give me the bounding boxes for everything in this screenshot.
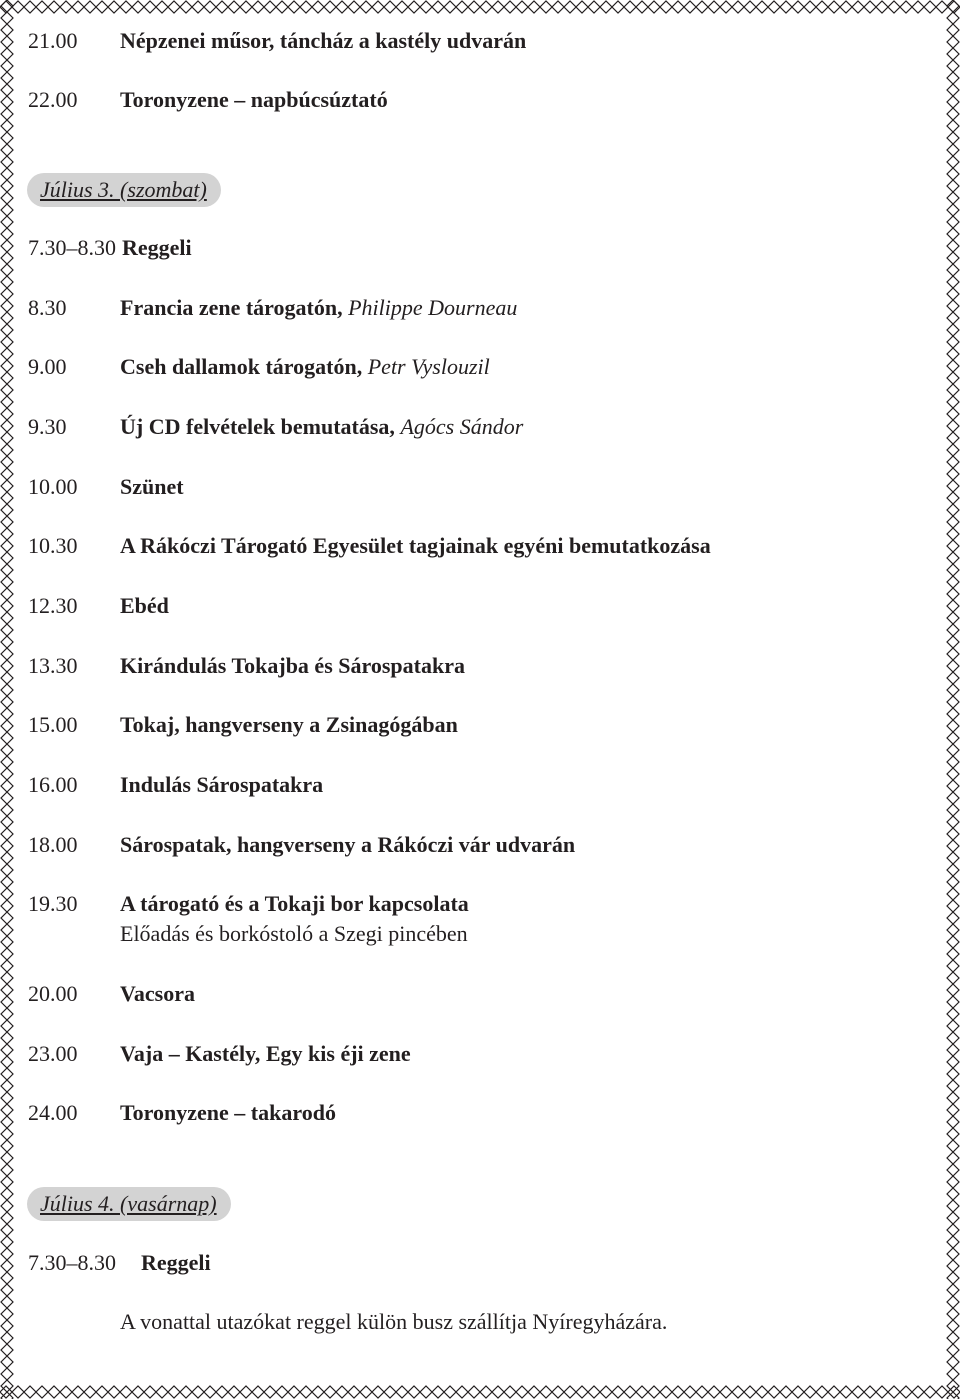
schedule-time: 10.30 (28, 533, 78, 558)
schedule-row (28, 1099, 336, 1127)
schedule-title: Népzenei műsor, táncház a kastély udvarán (120, 28, 527, 53)
schedule-row (28, 1249, 211, 1277)
schedule-time: 19.30 (28, 891, 78, 916)
decorative-border-right (946, 0, 960, 1399)
schedule-row (28, 532, 711, 560)
schedule-time: 7.30–8.30 (28, 1250, 116, 1275)
schedule-title: Cseh dallamok tárogatón, (120, 354, 363, 379)
schedule-title: Reggeli (141, 1250, 211, 1275)
schedule-title: Tokaj, hangverseny a Zsinagógában (120, 712, 458, 737)
schedule-row (28, 294, 517, 322)
schedule-row (28, 353, 490, 381)
schedule-row (28, 234, 192, 262)
schedule-row (28, 1040, 411, 1068)
schedule-time: 13.30 (28, 653, 78, 678)
schedule-performer: Philippe Dourneau (348, 295, 518, 320)
schedule-row (28, 890, 469, 918)
schedule-title: Reggeli (122, 235, 192, 260)
decorative-border-top (0, 0, 960, 14)
schedule-title: A tárogató és a Tokaji bor kapcsolata (120, 891, 469, 916)
schedule-time: 9.30 (28, 414, 67, 439)
schedule-performer: Petr Vyslouzil (367, 354, 490, 379)
schedule-title: Új CD felvételek bemutatása, (120, 414, 395, 439)
schedule-time: 23.00 (28, 1041, 78, 1066)
schedule-row (28, 413, 523, 441)
schedule-row (28, 27, 526, 55)
schedule-title: Ebéd (120, 593, 169, 618)
schedule-time: 10.00 (28, 474, 78, 499)
schedule-title: Indulás Sárospatakra (120, 772, 324, 797)
schedule-subtitle: Előadás és borkóstoló a Szegi pincében (120, 921, 468, 946)
decorative-border-left (0, 0, 14, 1399)
schedule-title: Szünet (120, 474, 184, 499)
schedule-performer: Agócs Sándor (400, 414, 524, 439)
schedule-title: Vacsora (120, 981, 195, 1006)
schedule-row (28, 771, 323, 799)
schedule-row (28, 711, 458, 739)
schedule-title: Vaja – Kastély, Egy kis éji zene (120, 1041, 411, 1066)
schedule-time: 15.00 (28, 712, 78, 737)
day-heading-july-4: Július 4. (vasárnap) (27, 1187, 231, 1221)
schedule-time: 21.00 (28, 28, 78, 53)
schedule-row (28, 652, 465, 680)
schedule-row (28, 86, 388, 114)
decorative-border-bottom (0, 1385, 960, 1399)
schedule-title: Toronyzene – napbúcsúztató (120, 87, 388, 112)
schedule-title: Francia zene tárogatón, (120, 295, 343, 320)
schedule-row (28, 980, 195, 1008)
schedule-time: 22.00 (28, 87, 78, 112)
footer-note: A vonattal utazókat reggel külön busz szállítja Nyíregyházára. (120, 1309, 668, 1334)
schedule-time: 9.00 (28, 354, 67, 379)
schedule-row (28, 831, 575, 859)
schedule-title: Kirándulás Tokajba és Sárospatakra (120, 653, 465, 678)
schedule-row (28, 592, 169, 620)
schedule-time: 7.30–8.30 (28, 235, 116, 260)
schedule-time: 12.30 (28, 593, 78, 618)
schedule-time: 16.00 (28, 772, 78, 797)
day-heading-july-3: Július 3. (szombat) (27, 173, 221, 207)
schedule-time: 8.30 (28, 295, 67, 320)
schedule-row (28, 473, 184, 501)
schedule-title: Toronyzene – takarodó (120, 1100, 336, 1125)
schedule-title: Sárospatak, hangverseny a Rákóczi vár udvarán (120, 832, 576, 857)
schedule-time: 18.00 (28, 832, 78, 857)
schedule-title: A Rákóczi Tárogató Egyesület tagjainak egyéni bemutatkozása (120, 533, 711, 558)
schedule-time: 24.00 (28, 1100, 78, 1125)
schedule-time: 20.00 (28, 981, 78, 1006)
